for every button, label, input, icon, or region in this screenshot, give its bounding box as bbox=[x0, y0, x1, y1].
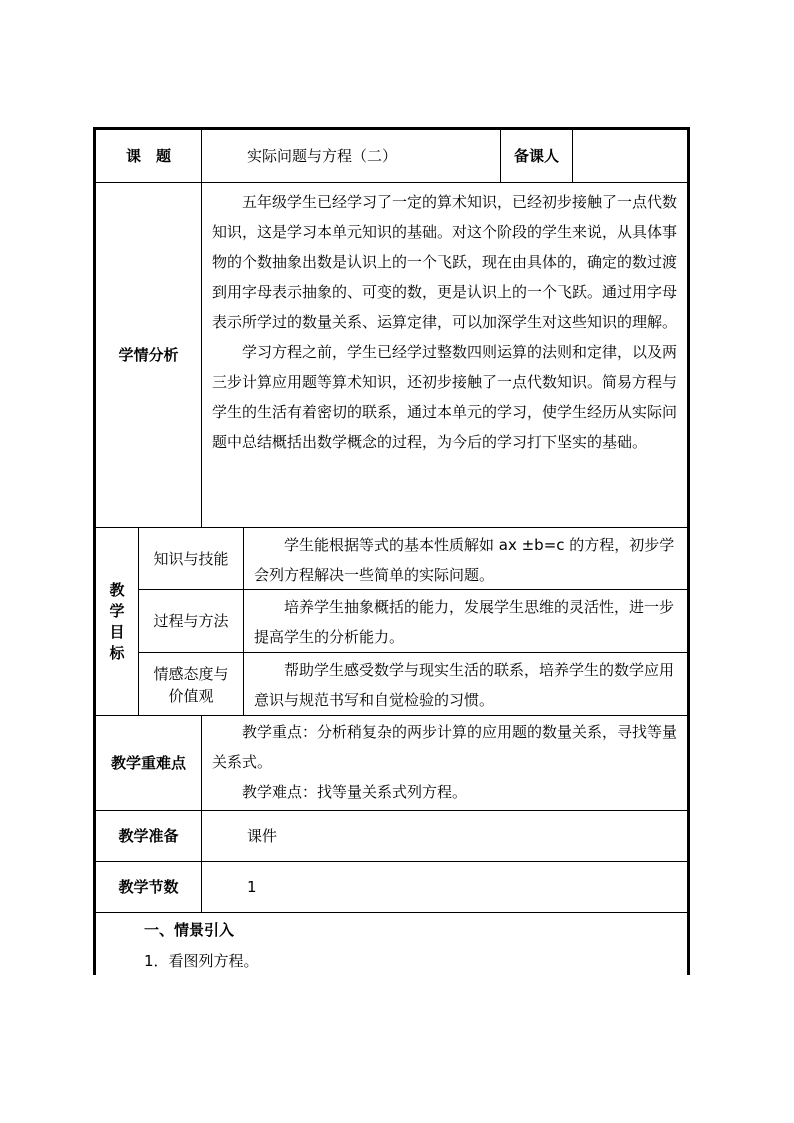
topic-value: 实际问题与方程（二） bbox=[202, 130, 501, 182]
analysis-label: 学情分析 bbox=[96, 183, 202, 527]
process-step-1: 1．看图列方程。 bbox=[144, 952, 259, 970]
row-analysis bbox=[96, 183, 687, 528]
objective-label bbox=[139, 653, 244, 716]
objective-text bbox=[244, 528, 687, 589]
row-key-points bbox=[96, 716, 687, 811]
preparer-label: 备课人 bbox=[501, 130, 573, 182]
analysis-paragraph: 学习方程之前，学生已经学过整数四则运算的法则和定律，以及两三步计算应用题等算术知识，还初步接触了一点代数知识。简易方程与学生的生活有着密切的联系，通过本单元的学习，使学生经历从实际问题中总结概括出数学概念的过程，为今后的学习打下坚实的基础。 bbox=[212, 343, 678, 451]
key-points-label: 教学重难点 bbox=[96, 716, 202, 810]
objective-text bbox=[244, 653, 687, 716]
preparation-label: 教学准备 bbox=[96, 811, 202, 861]
objective-label: 知识与技能 bbox=[139, 528, 244, 589]
key-point-difficulty: 教学难点：找等量关系式列方程。 bbox=[242, 783, 468, 801]
sessions-value: 1 bbox=[247, 878, 257, 896]
analysis-paragraph: 五年级学生已经学习了一定的算术知识，已经初步接触了一点代数知识，这是学习本单元知识的基础。对这个阶段的学生来说，从具体事物的个数抽象出数是认识上的一个飞跃，现在由具体的，确定的数过渡到用字母表示抽象的、可变的数，更是认识上的一个飞跃。通过用字母表示所学过的数量关系、运算定律，可以加深学生对这些知识的理解。 bbox=[212, 193, 678, 331]
row-topic bbox=[96, 130, 687, 183]
preparer-value bbox=[573, 130, 687, 182]
objectives-body bbox=[139, 528, 687, 715]
objective-text-content: 学生能根据等式的基本性质解如 ax ±b=c 的方程，初步学会列方程解决一些简单的实际问题。 bbox=[254, 536, 675, 584]
objective-row-process bbox=[139, 590, 687, 653]
lesson-plan-table bbox=[93, 127, 690, 975]
topic-label: 课 题 bbox=[96, 130, 202, 182]
objective-text-content: 培养学生抽象概括的能力，发展学生思维的灵活性，进一步提高学生的分析能力。 bbox=[254, 598, 675, 646]
row-preparation bbox=[96, 811, 687, 862]
objective-text-content: 帮助学生感受数学与现实生活的联系，培养学生的数学应用意识与规范书写和自觉检验的习惯。 bbox=[254, 661, 675, 709]
objective-text bbox=[244, 590, 687, 652]
objective-row-attitude bbox=[139, 653, 687, 716]
process-section-title: 一、情景引入 bbox=[144, 921, 235, 939]
key-point-focus: 教学重点：分析稍复杂的两步计算的应用题的数量关系，寻找等量关系式。 bbox=[212, 723, 678, 771]
objectives-label-text: 教学目标 bbox=[109, 580, 125, 662]
row-objectives bbox=[96, 528, 687, 716]
objective-label-text: 情感态度与价值观 bbox=[153, 664, 229, 705]
preparation-value: 课件 bbox=[247, 827, 278, 845]
analysis-content bbox=[202, 183, 687, 527]
key-points-content bbox=[202, 716, 687, 810]
sessions-label: 教学节数 bbox=[96, 862, 202, 912]
objective-label: 过程与方法 bbox=[139, 590, 244, 652]
objective-row-knowledge bbox=[139, 528, 687, 590]
row-sessions bbox=[96, 862, 687, 913]
objectives-label bbox=[96, 528, 139, 715]
